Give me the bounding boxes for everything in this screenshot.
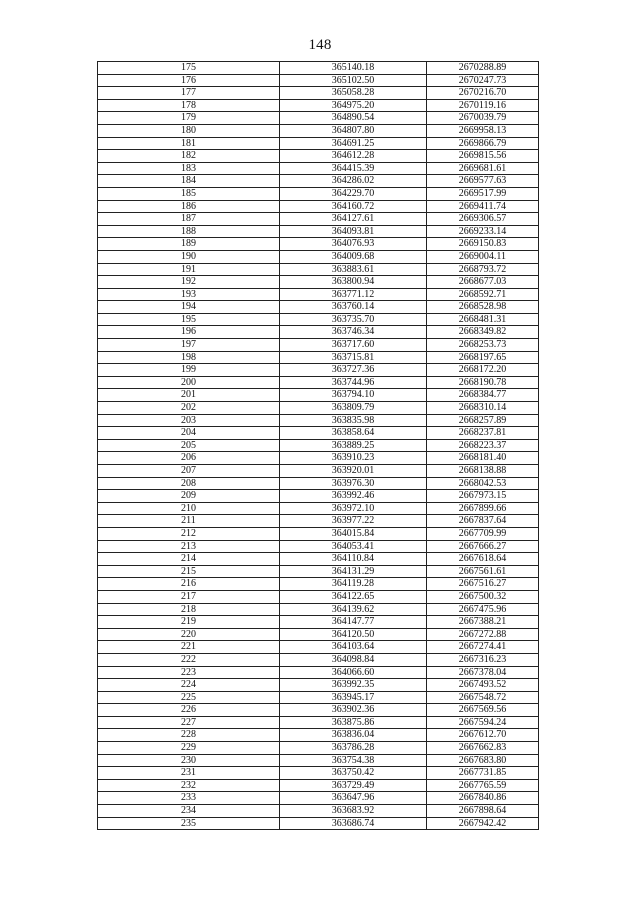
point-number-cell: 187 xyxy=(98,213,280,226)
y-coordinate-cell: 2670247.73 xyxy=(427,74,539,87)
table-row xyxy=(98,326,539,339)
y-coordinate-cell: 2667840.86 xyxy=(427,792,539,805)
table-row xyxy=(98,175,539,188)
y-coordinate-cell: 2667618.64 xyxy=(427,553,539,566)
table-row xyxy=(98,112,539,125)
point-number-cell: 194 xyxy=(98,301,280,314)
table-row xyxy=(98,515,539,528)
y-coordinate-cell: 2668257.89 xyxy=(427,414,539,427)
x-coordinate-cell: 364076.93 xyxy=(280,238,427,251)
table-row xyxy=(98,603,539,616)
y-coordinate-cell: 2669150.83 xyxy=(427,238,539,251)
table-row xyxy=(98,213,539,226)
x-coordinate-cell: 365058.28 xyxy=(280,87,427,100)
point-number-cell: 234 xyxy=(98,805,280,818)
x-coordinate-cell: 363717.60 xyxy=(280,339,427,352)
table-row xyxy=(98,465,539,478)
x-coordinate-cell: 363902.36 xyxy=(280,704,427,717)
point-number-cell: 217 xyxy=(98,590,280,603)
table-row xyxy=(98,502,539,515)
table-row xyxy=(98,716,539,729)
y-coordinate-cell: 2667493.52 xyxy=(427,679,539,692)
point-number-cell: 201 xyxy=(98,389,280,402)
point-number-cell: 213 xyxy=(98,540,280,553)
y-coordinate-cell: 2668677.03 xyxy=(427,276,539,289)
point-number-cell: 221 xyxy=(98,641,280,654)
point-number-cell: 192 xyxy=(98,276,280,289)
table-row xyxy=(98,490,539,503)
point-number-cell: 204 xyxy=(98,427,280,440)
point-number-cell: 193 xyxy=(98,288,280,301)
table-row xyxy=(98,124,539,137)
table-row xyxy=(98,729,539,742)
y-coordinate-cell: 2670119.16 xyxy=(427,99,539,112)
table-row xyxy=(98,742,539,755)
x-coordinate-cell: 363889.25 xyxy=(280,439,427,452)
x-coordinate-cell: 363771.12 xyxy=(280,288,427,301)
table-row xyxy=(98,250,539,263)
table-row xyxy=(98,389,539,402)
x-coordinate-cell: 365102.50 xyxy=(280,74,427,87)
table-row xyxy=(98,540,539,553)
point-number-cell: 189 xyxy=(98,238,280,251)
table-row xyxy=(98,414,539,427)
y-coordinate-cell: 2669517.99 xyxy=(427,187,539,200)
x-coordinate-cell: 363746.34 xyxy=(280,326,427,339)
y-coordinate-cell: 2669681.61 xyxy=(427,162,539,175)
point-number-cell: 188 xyxy=(98,225,280,238)
y-coordinate-cell: 2667594.24 xyxy=(427,716,539,729)
y-coordinate-cell: 2667765.59 xyxy=(427,779,539,792)
x-coordinate-cell: 364139.62 xyxy=(280,603,427,616)
x-coordinate-cell: 364807.80 xyxy=(280,124,427,137)
y-coordinate-cell: 2669233.14 xyxy=(427,225,539,238)
x-coordinate-cell: 364098.84 xyxy=(280,653,427,666)
point-number-cell: 215 xyxy=(98,565,280,578)
x-coordinate-cell: 364119.28 xyxy=(280,578,427,591)
y-coordinate-cell: 2667666.27 xyxy=(427,540,539,553)
x-coordinate-cell: 363794.10 xyxy=(280,389,427,402)
point-number-cell: 179 xyxy=(98,112,280,125)
point-number-cell: 212 xyxy=(98,527,280,540)
x-coordinate-cell: 363945.17 xyxy=(280,691,427,704)
x-coordinate-cell: 364122.65 xyxy=(280,590,427,603)
x-coordinate-cell: 364066.60 xyxy=(280,666,427,679)
y-coordinate-cell: 2667388.21 xyxy=(427,616,539,629)
point-number-cell: 196 xyxy=(98,326,280,339)
point-number-cell: 209 xyxy=(98,490,280,503)
point-number-cell: 203 xyxy=(98,414,280,427)
y-coordinate-cell: 2668384.77 xyxy=(427,389,539,402)
x-coordinate-cell: 363972.10 xyxy=(280,502,427,515)
y-coordinate-cell: 2668592.71 xyxy=(427,288,539,301)
point-number-cell: 224 xyxy=(98,679,280,692)
x-coordinate-cell: 364009.68 xyxy=(280,250,427,263)
y-coordinate-cell: 2669577.63 xyxy=(427,175,539,188)
x-coordinate-cell: 364110.84 xyxy=(280,553,427,566)
y-coordinate-cell: 2667683.80 xyxy=(427,754,539,767)
point-number-cell: 220 xyxy=(98,628,280,641)
point-number-cell: 202 xyxy=(98,402,280,415)
coordinates-table xyxy=(97,61,539,830)
table-row xyxy=(98,452,539,465)
y-coordinate-cell: 2670288.89 xyxy=(427,62,539,75)
table-row xyxy=(98,653,539,666)
y-coordinate-cell: 2668172.20 xyxy=(427,364,539,377)
x-coordinate-cell: 363750.42 xyxy=(280,767,427,780)
point-number-cell: 183 xyxy=(98,162,280,175)
y-coordinate-cell: 2667662.83 xyxy=(427,742,539,755)
y-coordinate-cell: 2667500.32 xyxy=(427,590,539,603)
table-row xyxy=(98,817,539,830)
point-number-cell: 208 xyxy=(98,477,280,490)
point-number-cell: 195 xyxy=(98,313,280,326)
x-coordinate-cell: 363883.61 xyxy=(280,263,427,276)
y-coordinate-cell: 2669306.57 xyxy=(427,213,539,226)
point-number-cell: 210 xyxy=(98,502,280,515)
table-row xyxy=(98,200,539,213)
table-row xyxy=(98,263,539,276)
x-coordinate-cell: 363992.35 xyxy=(280,679,427,692)
point-number-cell: 197 xyxy=(98,339,280,352)
x-coordinate-cell: 364147.77 xyxy=(280,616,427,629)
table-row xyxy=(98,616,539,629)
table-row xyxy=(98,225,539,238)
point-number-cell: 214 xyxy=(98,553,280,566)
point-number-cell: 211 xyxy=(98,515,280,528)
point-number-cell: 231 xyxy=(98,767,280,780)
table-row xyxy=(98,641,539,654)
point-number-cell: 216 xyxy=(98,578,280,591)
table-row xyxy=(98,527,539,540)
table-row xyxy=(98,666,539,679)
x-coordinate-cell: 364093.81 xyxy=(280,225,427,238)
x-coordinate-cell: 364890.54 xyxy=(280,112,427,125)
point-number-cell: 206 xyxy=(98,452,280,465)
table-row xyxy=(98,351,539,364)
y-coordinate-cell: 2669411.74 xyxy=(427,200,539,213)
table-row xyxy=(98,767,539,780)
y-coordinate-cell: 2668253.73 xyxy=(427,339,539,352)
point-number-cell: 178 xyxy=(98,99,280,112)
table-row xyxy=(98,276,539,289)
y-coordinate-cell: 2669866.79 xyxy=(427,137,539,150)
point-number-cell: 223 xyxy=(98,666,280,679)
y-coordinate-cell: 2668237.81 xyxy=(427,427,539,440)
table-row xyxy=(98,364,539,377)
x-coordinate-cell: 363910.23 xyxy=(280,452,427,465)
y-coordinate-cell: 2668197.65 xyxy=(427,351,539,364)
point-number-cell: 177 xyxy=(98,87,280,100)
y-coordinate-cell: 2668138.88 xyxy=(427,465,539,478)
point-number-cell: 218 xyxy=(98,603,280,616)
y-coordinate-cell: 2667731.85 xyxy=(427,767,539,780)
x-coordinate-cell: 365140.18 xyxy=(280,62,427,75)
point-number-cell: 180 xyxy=(98,124,280,137)
table-row xyxy=(98,439,539,452)
table-row xyxy=(98,87,539,100)
x-coordinate-cell: 364612.28 xyxy=(280,150,427,163)
x-coordinate-cell: 363647.96 xyxy=(280,792,427,805)
x-coordinate-cell: 364053.41 xyxy=(280,540,427,553)
y-coordinate-cell: 2669815.56 xyxy=(427,150,539,163)
x-coordinate-cell: 364127.61 xyxy=(280,213,427,226)
y-coordinate-cell: 2667973.15 xyxy=(427,490,539,503)
point-number-cell: 230 xyxy=(98,754,280,767)
point-number-cell: 228 xyxy=(98,729,280,742)
y-coordinate-cell: 2670039.79 xyxy=(427,112,539,125)
table-row xyxy=(98,427,539,440)
table-row xyxy=(98,578,539,591)
x-coordinate-cell: 363858.64 xyxy=(280,427,427,440)
y-coordinate-cell: 2667272.88 xyxy=(427,628,539,641)
point-number-cell: 207 xyxy=(98,465,280,478)
point-number-cell: 200 xyxy=(98,376,280,389)
coordinates-table-body xyxy=(98,62,539,830)
point-number-cell: 226 xyxy=(98,704,280,717)
y-coordinate-cell: 2667899.66 xyxy=(427,502,539,515)
table-row xyxy=(98,805,539,818)
table-row xyxy=(98,62,539,75)
table-row xyxy=(98,553,539,566)
table-row xyxy=(98,691,539,704)
table-row xyxy=(98,301,539,314)
table-row xyxy=(98,402,539,415)
x-coordinate-cell: 364691.25 xyxy=(280,137,427,150)
x-coordinate-cell: 364015.84 xyxy=(280,527,427,540)
y-coordinate-cell: 2667709.99 xyxy=(427,527,539,540)
table-row xyxy=(98,754,539,767)
x-coordinate-cell: 363727.36 xyxy=(280,364,427,377)
point-number-cell: 199 xyxy=(98,364,280,377)
x-coordinate-cell: 364415.39 xyxy=(280,162,427,175)
y-coordinate-cell: 2668223.37 xyxy=(427,439,539,452)
x-coordinate-cell: 364103.64 xyxy=(280,641,427,654)
x-coordinate-cell: 363977.22 xyxy=(280,515,427,528)
x-coordinate-cell: 363735.70 xyxy=(280,313,427,326)
x-coordinate-cell: 363920.01 xyxy=(280,465,427,478)
point-number-cell: 229 xyxy=(98,742,280,755)
table-row xyxy=(98,288,539,301)
table-row xyxy=(98,313,539,326)
point-number-cell: 190 xyxy=(98,250,280,263)
table-row xyxy=(98,162,539,175)
point-number-cell: 205 xyxy=(98,439,280,452)
y-coordinate-cell: 2668793.72 xyxy=(427,263,539,276)
table-row xyxy=(98,150,539,163)
point-number-cell: 182 xyxy=(98,150,280,163)
x-coordinate-cell: 364120.50 xyxy=(280,628,427,641)
point-number-cell: 222 xyxy=(98,653,280,666)
x-coordinate-cell: 363875.86 xyxy=(280,716,427,729)
page-number: 148 xyxy=(308,37,332,53)
table-row xyxy=(98,376,539,389)
y-coordinate-cell: 2667837.64 xyxy=(427,515,539,528)
x-coordinate-cell: 363992.46 xyxy=(280,490,427,503)
x-coordinate-cell: 363835.98 xyxy=(280,414,427,427)
y-coordinate-cell: 2667274.41 xyxy=(427,641,539,654)
x-coordinate-cell: 363800.94 xyxy=(280,276,427,289)
x-coordinate-cell: 363686.74 xyxy=(280,817,427,830)
table-row xyxy=(98,590,539,603)
point-number-cell: 225 xyxy=(98,691,280,704)
x-coordinate-cell: 363760.14 xyxy=(280,301,427,314)
x-coordinate-cell: 363683.92 xyxy=(280,805,427,818)
y-coordinate-cell: 2667942.42 xyxy=(427,817,539,830)
table-row xyxy=(98,779,539,792)
table-row xyxy=(98,704,539,717)
y-coordinate-cell: 2667516.27 xyxy=(427,578,539,591)
y-coordinate-cell: 2668349.82 xyxy=(427,326,539,339)
table-row xyxy=(98,477,539,490)
x-coordinate-cell: 363754.38 xyxy=(280,754,427,767)
point-number-cell: 233 xyxy=(98,792,280,805)
table-row xyxy=(98,137,539,150)
y-coordinate-cell: 2668190.78 xyxy=(427,376,539,389)
point-number-cell: 185 xyxy=(98,187,280,200)
point-number-cell: 232 xyxy=(98,779,280,792)
y-coordinate-cell: 2667316.23 xyxy=(427,653,539,666)
x-coordinate-cell: 363715.81 xyxy=(280,351,427,364)
point-number-cell: 219 xyxy=(98,616,280,629)
y-coordinate-cell: 2667378.04 xyxy=(427,666,539,679)
table-row xyxy=(98,99,539,112)
y-coordinate-cell: 2668181.40 xyxy=(427,452,539,465)
x-coordinate-cell: 364160.72 xyxy=(280,200,427,213)
table-row xyxy=(98,565,539,578)
x-coordinate-cell: 363744.96 xyxy=(280,376,427,389)
point-number-cell: 227 xyxy=(98,716,280,729)
point-number-cell: 184 xyxy=(98,175,280,188)
x-coordinate-cell: 363729.49 xyxy=(280,779,427,792)
table-row xyxy=(98,679,539,692)
table-row xyxy=(98,792,539,805)
point-number-cell: 181 xyxy=(98,137,280,150)
x-coordinate-cell: 364131.29 xyxy=(280,565,427,578)
point-number-cell: 235 xyxy=(98,817,280,830)
y-coordinate-cell: 2670216.70 xyxy=(427,87,539,100)
y-coordinate-cell: 2668481.31 xyxy=(427,313,539,326)
table-row xyxy=(98,74,539,87)
x-coordinate-cell: 363976.30 xyxy=(280,477,427,490)
y-coordinate-cell: 2667898.64 xyxy=(427,805,539,818)
x-coordinate-cell: 363786.28 xyxy=(280,742,427,755)
point-number-cell: 186 xyxy=(98,200,280,213)
table-row xyxy=(98,238,539,251)
y-coordinate-cell: 2669958.13 xyxy=(427,124,539,137)
x-coordinate-cell: 363836.04 xyxy=(280,729,427,742)
table-row xyxy=(98,628,539,641)
x-coordinate-cell: 364975.20 xyxy=(280,99,427,112)
point-number-cell: 191 xyxy=(98,263,280,276)
y-coordinate-cell: 2669004.11 xyxy=(427,250,539,263)
y-coordinate-cell: 2667561.61 xyxy=(427,565,539,578)
table-row xyxy=(98,339,539,352)
y-coordinate-cell: 2668310.14 xyxy=(427,402,539,415)
point-number-cell: 198 xyxy=(98,351,280,364)
y-coordinate-cell: 2667548.72 xyxy=(427,691,539,704)
x-coordinate-cell: 363809.79 xyxy=(280,402,427,415)
point-number-cell: 175 xyxy=(98,62,280,75)
table-row xyxy=(98,187,539,200)
point-number-cell: 176 xyxy=(98,74,280,87)
x-coordinate-cell: 364229.70 xyxy=(280,187,427,200)
y-coordinate-cell: 2667569.56 xyxy=(427,704,539,717)
x-coordinate-cell: 364286.02 xyxy=(280,175,427,188)
y-coordinate-cell: 2667475.96 xyxy=(427,603,539,616)
y-coordinate-cell: 2668528.98 xyxy=(427,301,539,314)
y-coordinate-cell: 2667612.70 xyxy=(427,729,539,742)
y-coordinate-cell: 2668042.53 xyxy=(427,477,539,490)
